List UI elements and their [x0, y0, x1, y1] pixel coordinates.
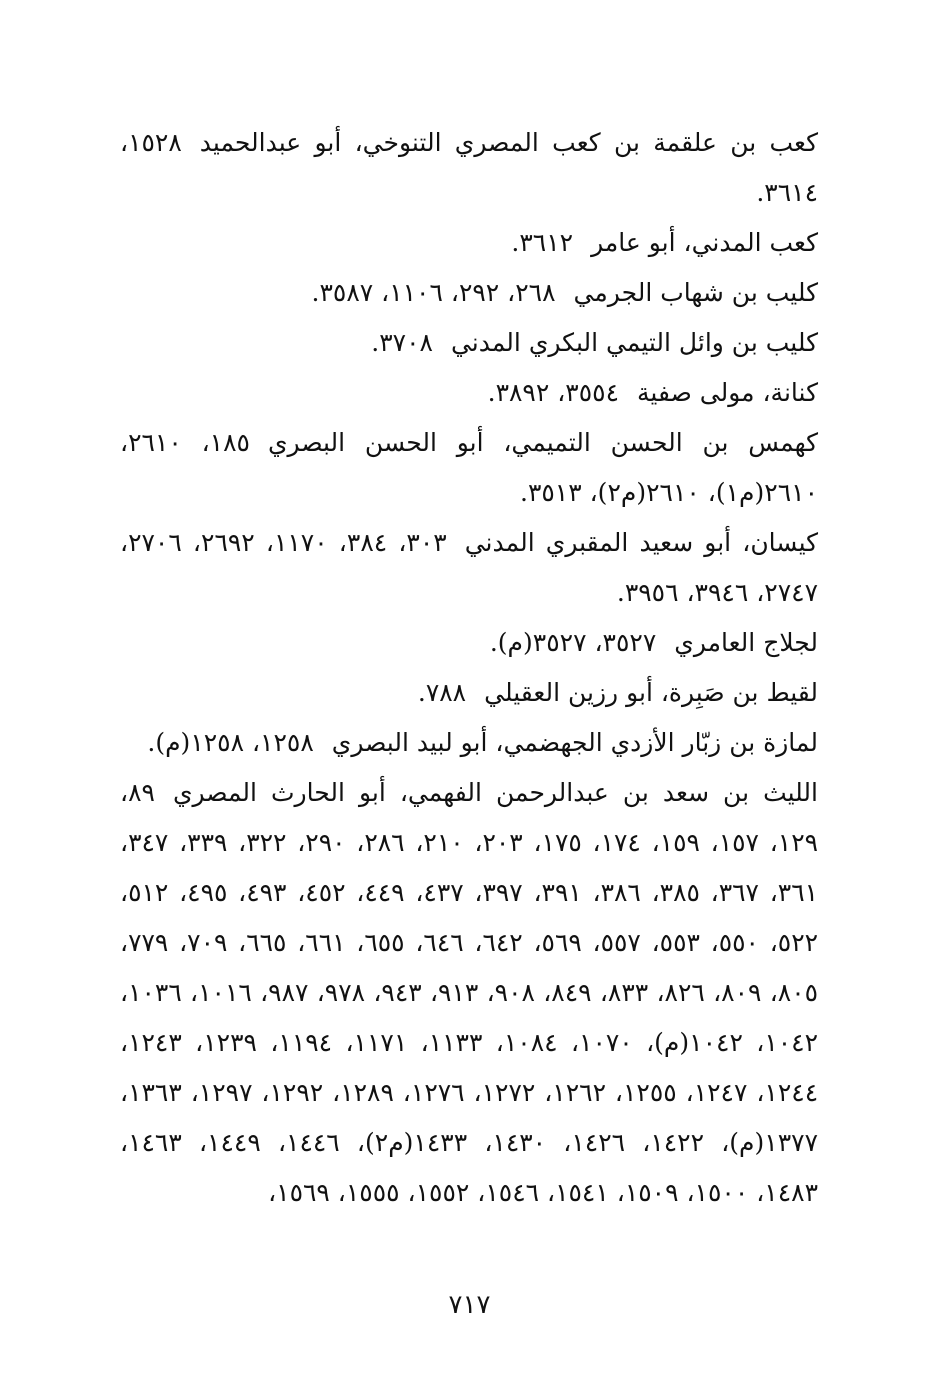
- entry-name: لمازة بن زبّار الأزدي الجهضمي، أبو لبيد البصري: [331, 728, 818, 757]
- entry-name: كهمس بن الحسن التميمي، أبو الحسن البصري: [267, 428, 819, 457]
- entry-refs: ٣٥٢٧، ٣٥٢٧(م).: [489, 628, 657, 657]
- entry-refs: ٢٦٨، ٢٩٢، ١١٠٦، ٣٥٨٧.: [311, 278, 556, 307]
- index-entry: [120, 418, 818, 518]
- page-number: ٧١٧: [448, 1290, 491, 1320]
- entry-name: لجلاج العامري: [674, 628, 818, 657]
- entry-refs: ٣٠٣، ٣٨٤، ١١٧٠، ٢٦٩٢، ٢٧٠٦، ٢٧٤٧، ٣٩٤٦، ٣٩٥٦.: [120, 528, 818, 607]
- entry-name: كعب بن علقمة بن كعب المصري التنوخي، أبو عبدالحميد: [199, 128, 818, 157]
- entry-refs: ١٨٥، ٢٦١٠، ٢٦١٠(م١)، ٢٦١٠(م٢)، ٣٥١٣.: [120, 428, 818, 507]
- index-page: [120, 118, 818, 1218]
- entry-refs: ٧٨٨.: [417, 678, 467, 707]
- entry-refs: ١٢٥٨، ١٢٥٨(م).: [147, 728, 314, 757]
- index-entry: [120, 368, 818, 418]
- index-entry: [120, 768, 818, 1218]
- index-entry: [120, 518, 818, 618]
- index-entry: [120, 218, 818, 268]
- entry-name: كليب بن وائل التيمي البكري المدني: [450, 328, 818, 357]
- entry-refs: ٨٩، ١٢٩، ١٥٧، ١٥٩، ١٧٤، ١٧٥، ٢٠٣، ٢١٠، ٢٨٦، ٢٩٠، ٣٢٢، ٣٣٩، ٣٤٧، ٣٦١، ٣٦٧، ٣٨٥، ٣٨٦، ٣٩١، ٣٩٧، ٤٣٧، ٤٤٩، ٤٥٢، ٤٩٣، ٤٩٥، ٥١٢، ٥٢٢، ٥٥٠، ٥٥٣، ٥٥٧، ٥٦٩، ٦٤٢، ٦٤٦، ٦٥٥، ٦٦١، ٦٦٥، ٧٠٩، ٧٧٩، ٨٠٥، ٨٠٩، ٨٢٦، ٨٣٣، ٨٤٩، ٩٠٨، ٩١٣، ٩٤٣، ٩٧٨، ٩٨٧، ١٠١٦، ١٠٣٦، ١٠٤٢، ١٠٤٢(م)، ١٠٧٠، ١٠٨٤، ١١٣٣، ١١٧١، ١١٩٤، ١٢٣٩، ١٢٤٣، ١٢٤٤، ١٢٤٧، ١٢٥٥، ١٢٦٢، ١٢٧٢، ١٢٧٦، ١٢٨٩، ١٢٩٢، ١٢٩٧، ١٣٦٣، ١٣٧٧(م)، ١٤٢٢، ١٤٢٦، ١٤٣٠، ١٤٣٣(م٢)، ١٤٤٦، ١٤٤٩، ١٤٦٣، ١٤٨٣، ١٥٠٠، ١٥٠٩، ١٥٤١، ١٥٤٦، ١٥٥٢، ١٥٥٥، ١٥٦٩،: [120, 778, 819, 1207]
- entry-name: لقيط بن صَبِرة، أبو رزين العقيلي: [484, 678, 818, 707]
- entry-name: كيسان، أبو سعيد المقبري المدني: [464, 528, 819, 557]
- index-entry: [120, 118, 818, 218]
- entry-refs: ١٥٢٨، ٣٦١٤.: [120, 128, 818, 207]
- index-entry: [120, 718, 818, 768]
- entry-refs: ٣٦١٢.: [511, 228, 574, 257]
- index-entry: [120, 268, 818, 318]
- entry-refs: ٣٧٠٨.: [371, 328, 433, 357]
- entry-name: كليب بن شهاب الجرمي: [573, 278, 818, 307]
- entry-name: كعب المدني، أبو عامر: [591, 228, 818, 257]
- index-entry: [120, 618, 818, 668]
- index-entry: [120, 318, 818, 368]
- entry-refs: ٣٥٥٤، ٣٨٩٢.: [487, 378, 620, 407]
- entry-name: كنانة، مولى صفية: [637, 378, 818, 407]
- index-entry: [120, 668, 818, 718]
- entry-name: الليث بن سعد بن عبدالرحمن الفهمي، أبو الحارث المصري: [172, 778, 818, 807]
